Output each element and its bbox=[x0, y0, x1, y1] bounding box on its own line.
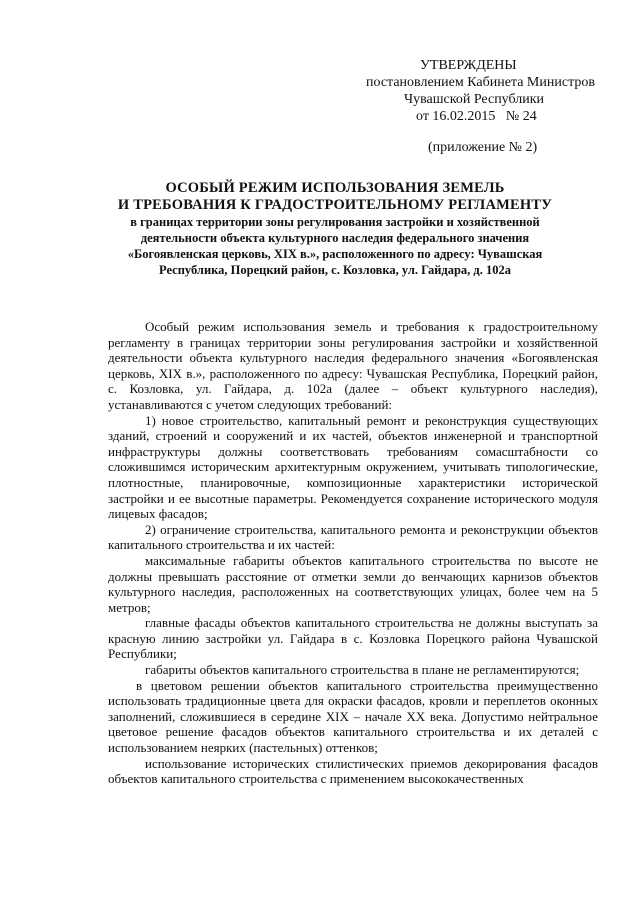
approval-authority: постановлением Кабинета Министров bbox=[366, 75, 595, 90]
paragraph-colors: в цветовом решении объектов капитального строительства преимущественно использовать традиционные цвета для окраски фасадов, кровли и переплетов оконных заполнений, сложившиеся в середине XIX – начале XX века. Допустимо нейтральное цветовое решение фасадов объектов капитального строительства и их деталей с использованием неярких (пастельных) оттенков; bbox=[108, 677, 598, 756]
document-body bbox=[108, 319, 598, 787]
paragraph-plan-dimensions: габариты объектов капитального строительства в плане не регламентируются; bbox=[145, 662, 580, 678]
approval-heading: УТВЕРЖДЕНЫ bbox=[420, 58, 517, 73]
approval-date-number: от 16.02.2015 № 24 bbox=[416, 109, 537, 124]
approval-block bbox=[340, 57, 640, 156]
paragraph-item-2: 2) ограничение строительства, капитального ремонта и реконструкции объектов капитального строительства и их частей: bbox=[108, 521, 598, 553]
title-subtitle: в границах территории зоны регулирования застройки и хозяйственной деятельности объекта культурного наследия федерального значения «Богоявленская церковь, XIX в.», расположенного по адресу: Чувашская Республика, Порецкий район, с. Козловка, ул. Гайдара, д. 102а bbox=[127, 215, 543, 277]
paragraph-intro: Особый режим использования земель и требования к градостроительному регламенту в границах территории зоны регулирования застройки и хозяйственной деятельности объекта культурного наследия федерального значения «Богоявленская церковь, XIX в.», расположенного по адресу: Чувашская Республика, Порецкий район, с. Козловка, ул. Гайдара, д. 102а (далее – объект культурного наследия), устанавливаются с учетом следующих требований: bbox=[108, 319, 598, 412]
title-line-2: И ТРЕБОВАНИЯ К ГРАДОСТРОИТЕЛЬНОМУ РЕГЛАМЕНТУ bbox=[117, 197, 553, 213]
paragraph-facades: главные фасады объектов капитального строительства не должны выступать за красную линию застройки ул. Гайдара в с. Козловка Порецкого района Чувашской Республики; bbox=[108, 615, 598, 662]
paragraph-item-1: 1) новое строительство, капитальный ремонт и реконструкция существующих зданий, строений и сооружений и их частей, объектов инженерной и транспортной инфраструктуры должны соответствовать требованиям сомасштабности со сложившимся историческим архитектурным окружением, учитывать типологические, плотностные, планировочные, композиционные характеристики исторической застройки и ее высотные параметры. Рекомендуется сохранение исторического модуля лицевых фасадов; bbox=[108, 412, 598, 522]
title-line-1: ОСОБЫЙ РЕЖИМ ИСПОЛЬЗОВАНИЯ ЗЕМЕЛЬ bbox=[165, 180, 505, 196]
approval-republic: Чувашской Республики bbox=[404, 92, 545, 107]
document-title bbox=[100, 180, 570, 278]
paragraph-decoration: использование исторических стилистических приемов декорирования фасадов объектов капитального строительства с применением высококачественных bbox=[108, 755, 598, 787]
appendix-label: (приложение № 2) bbox=[428, 140, 538, 155]
paragraph-height-limit: максимальные габариты объектов капитального строительства по высоте не должны превышать расстояние от отметки земли до венчающих карнизов объектов культурного наследия, расположенных на соответствующих улицах, более чем на 5 метров; bbox=[108, 552, 598, 615]
